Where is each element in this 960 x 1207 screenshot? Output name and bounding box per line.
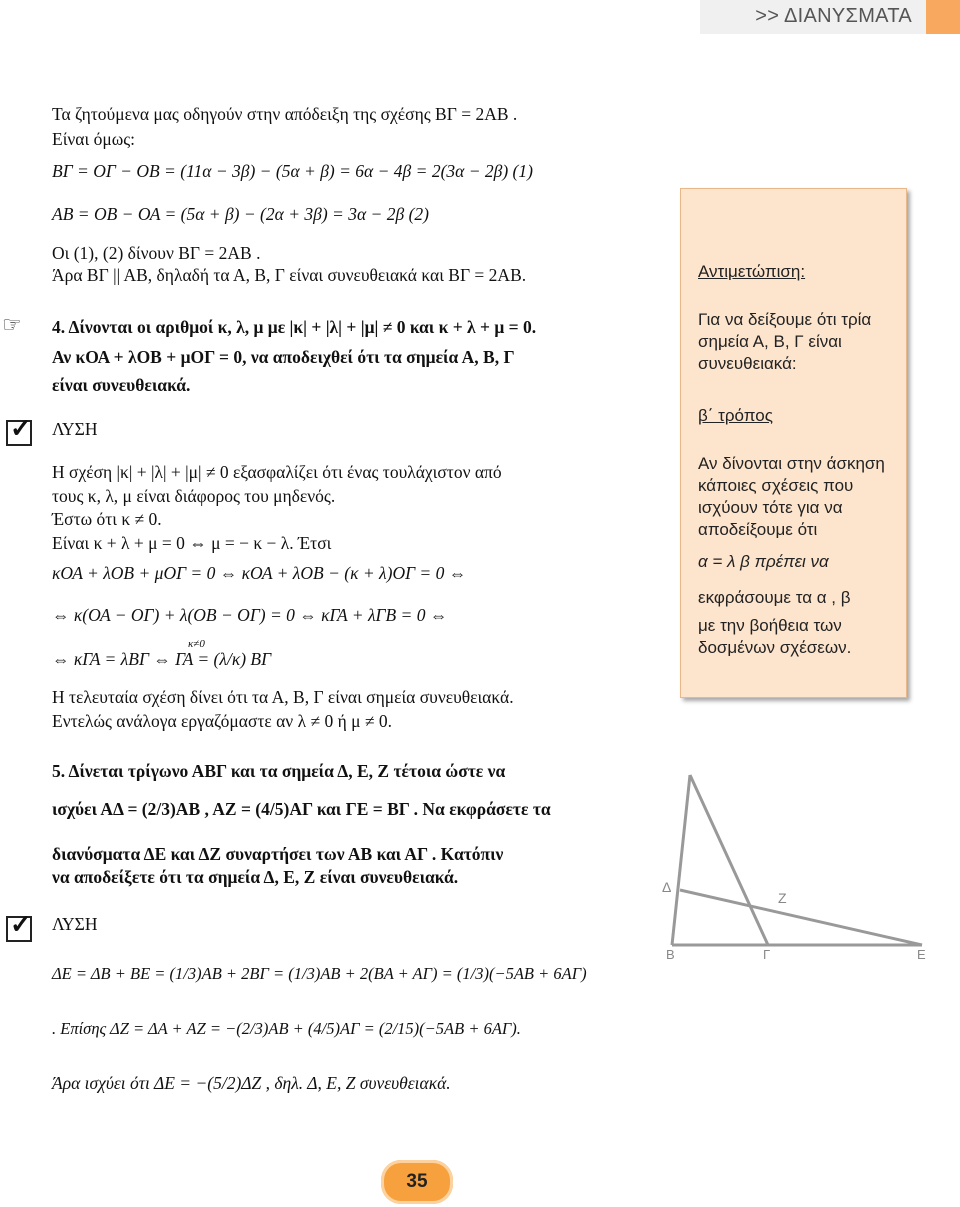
exercise-statement: Αν κΟΑ + λΟΒ + μΟΓ = 0, να αποδειχθεί ότι τα σημεία Α, Β, Γ bbox=[52, 347, 515, 367]
equation-line: . Επίσης ΔΖ = ΔΑ + ΑΖ = −(2/3)ΑΒ + (4/5)ΑΓ = (2/15)(−5ΑΒ + 6ΑΓ). bbox=[52, 1019, 521, 1038]
chapter-header bbox=[700, 0, 960, 34]
header-accent-bar bbox=[926, 0, 960, 34]
text-line: τους κ, λ, μ είναι διάφορος του μηδενός. bbox=[52, 486, 336, 506]
segment-AB bbox=[672, 775, 690, 945]
text-line: Εντελώς ανάλογα εργαζόμαστε αν λ ≠ 0 ή μ ≠ 0. bbox=[52, 711, 392, 731]
label-epsilon: Ε bbox=[917, 947, 926, 960]
checkbox-icon bbox=[6, 420, 32, 446]
text-line: Τα ζητούμενα μας οδηγούν στην απόδειξη της σχέσης ΒΓ = 2ΑΒ . bbox=[52, 104, 518, 124]
label-beta: Β bbox=[666, 947, 675, 960]
chapter-title: >> ΔΙΑΝΥΣΜΑΤΑ bbox=[755, 5, 912, 27]
text-line: Η σχέση |κ| + |λ| + |μ| ≠ 0 εξασφαλίζει ότι ένας τουλάχιστον από bbox=[52, 462, 502, 482]
page-number: 35 bbox=[381, 1160, 453, 1204]
text-line: Είναι όμως: bbox=[52, 129, 136, 149]
exercise-statement: διανύσματα ΔΕ και ΔΖ συναρτήσει των ΑΒ και ΑΓ . Κατόπιν bbox=[52, 844, 504, 864]
exercise-statement: ισχύει ΑΔ = (2/3)ΑΒ , ΑΖ = (4/5)ΑΓ και ΓΕ = ΒΓ . Να εκφράσετε τα bbox=[52, 799, 551, 819]
pointing-hand-icon: ☞ bbox=[2, 312, 22, 337]
equation-line: ⇔ κΓΑ = λΒΓ ⇔ ΓΑ = (λ/κ) ΒΓ bbox=[52, 649, 272, 669]
text-line: Οι (1), (2) δίνουν ΒΓ = 2ΑΒ . bbox=[52, 243, 261, 263]
equation-line: ΑΒ = ΟΒ − ΟΑ = (5α + β) − (2α + 3β) = 3α − 2β (2) bbox=[52, 204, 429, 224]
sidebar-text: Αν δίνονται στην άσκηση κάποιες σχέσεις που ισχύουν τότε για να αποδείξουμε ότι bbox=[698, 454, 885, 539]
checkbox-icon bbox=[6, 916, 32, 942]
segment-DE bbox=[680, 890, 922, 945]
label-gamma: Γ bbox=[763, 947, 771, 960]
sidebar-text: α = λ β πρέπει να bbox=[698, 552, 829, 571]
segment-AG bbox=[690, 775, 768, 945]
method-sidebar bbox=[680, 188, 907, 698]
solution-heading: ΛΥΣΗ bbox=[52, 419, 98, 439]
triangle-figure bbox=[660, 760, 950, 960]
sidebar-text: Για να δείξουμε ότι τρία σημεία Α, Β, Γ είναι συνευθειακά: bbox=[698, 310, 872, 373]
exercise-statement: 5. Δίνεται τρίγωνο ΑΒΓ και τα σημεία Δ, Ε, Ζ τέτοια ώστε να bbox=[52, 761, 506, 781]
equation-line: ΒΓ = ΟΓ − ΟΒ = (11α − 3β) − (5α + β) = 6α − 4β = 2(3α − 2β) (1) bbox=[52, 161, 533, 181]
equation-line: ⇔ κ(ΟΑ − ΟΓ) + λ(ΟΒ − ΟΓ) = 0 ⇔ κΓΑ + λΓΒ = 0 ⇔ bbox=[52, 605, 448, 625]
equation-line: κΟΑ + λΟΒ + μΟΓ = 0 ⇔ κΟΑ + λΟΒ − (κ + λ)ΟΓ = 0 ⇔ bbox=[52, 563, 467, 583]
exercise-statement: 4. Δίνονται οι αριθμοί κ, λ, μ με |κ| + |λ| + |μ| ≠ 0 και κ + λ + μ = 0. bbox=[52, 317, 537, 337]
exercise-statement: να αποδείξετε ότι τα σημεία Δ, Ε, Ζ είναι συνευθειακά. bbox=[52, 867, 459, 887]
equation-line: ΔΕ = ΔΒ + ΒΕ = (1/3)ΑΒ + 2ΒΓ = (1/3)ΑΒ + 2(ΒΑ + ΑΓ) = (1/3)(−5ΑΒ + 6ΑΓ) bbox=[52, 964, 587, 983]
text-line: Άρα ΒΓ || ΑΒ, δηλαδή τα Α, Β, Γ είναι συνευθειακά και ΒΓ = 2ΑΒ. bbox=[52, 265, 527, 285]
sidebar-subheading: β΄ τρόπος bbox=[698, 406, 773, 425]
text-line: Είναι κ + λ + μ = 0 ⇔ μ = − κ − λ. Έτσι bbox=[52, 533, 332, 553]
label-delta: Δ bbox=[662, 879, 672, 895]
equation-line: Άρα ισχύει ότι ΔΕ = −(5/2)ΔΖ , δηλ. Δ, Ε, Ζ συνευθειακά. bbox=[52, 1073, 451, 1093]
sidebar-heading: Αντιμετώπιση: bbox=[698, 262, 806, 281]
exercise-statement: είναι συνευθειακά. bbox=[52, 375, 191, 395]
label-zeta: Ζ bbox=[778, 890, 787, 906]
sidebar-text: εκφράσουμε τα α , β bbox=[698, 588, 851, 607]
text-line: Έστω ότι κ ≠ 0. bbox=[52, 509, 162, 529]
text-line: Η τελευταία σχέση δίνει ότι τα Α, Β, Γ είναι σημεία συνευθειακά. bbox=[52, 687, 514, 707]
sidebar-text: με την βοήθεια των δοσμένων σχέσεων. bbox=[698, 616, 852, 657]
solution-heading: ΛΥΣΗ bbox=[52, 914, 98, 934]
condition-label: κ≠0 bbox=[188, 638, 205, 650]
